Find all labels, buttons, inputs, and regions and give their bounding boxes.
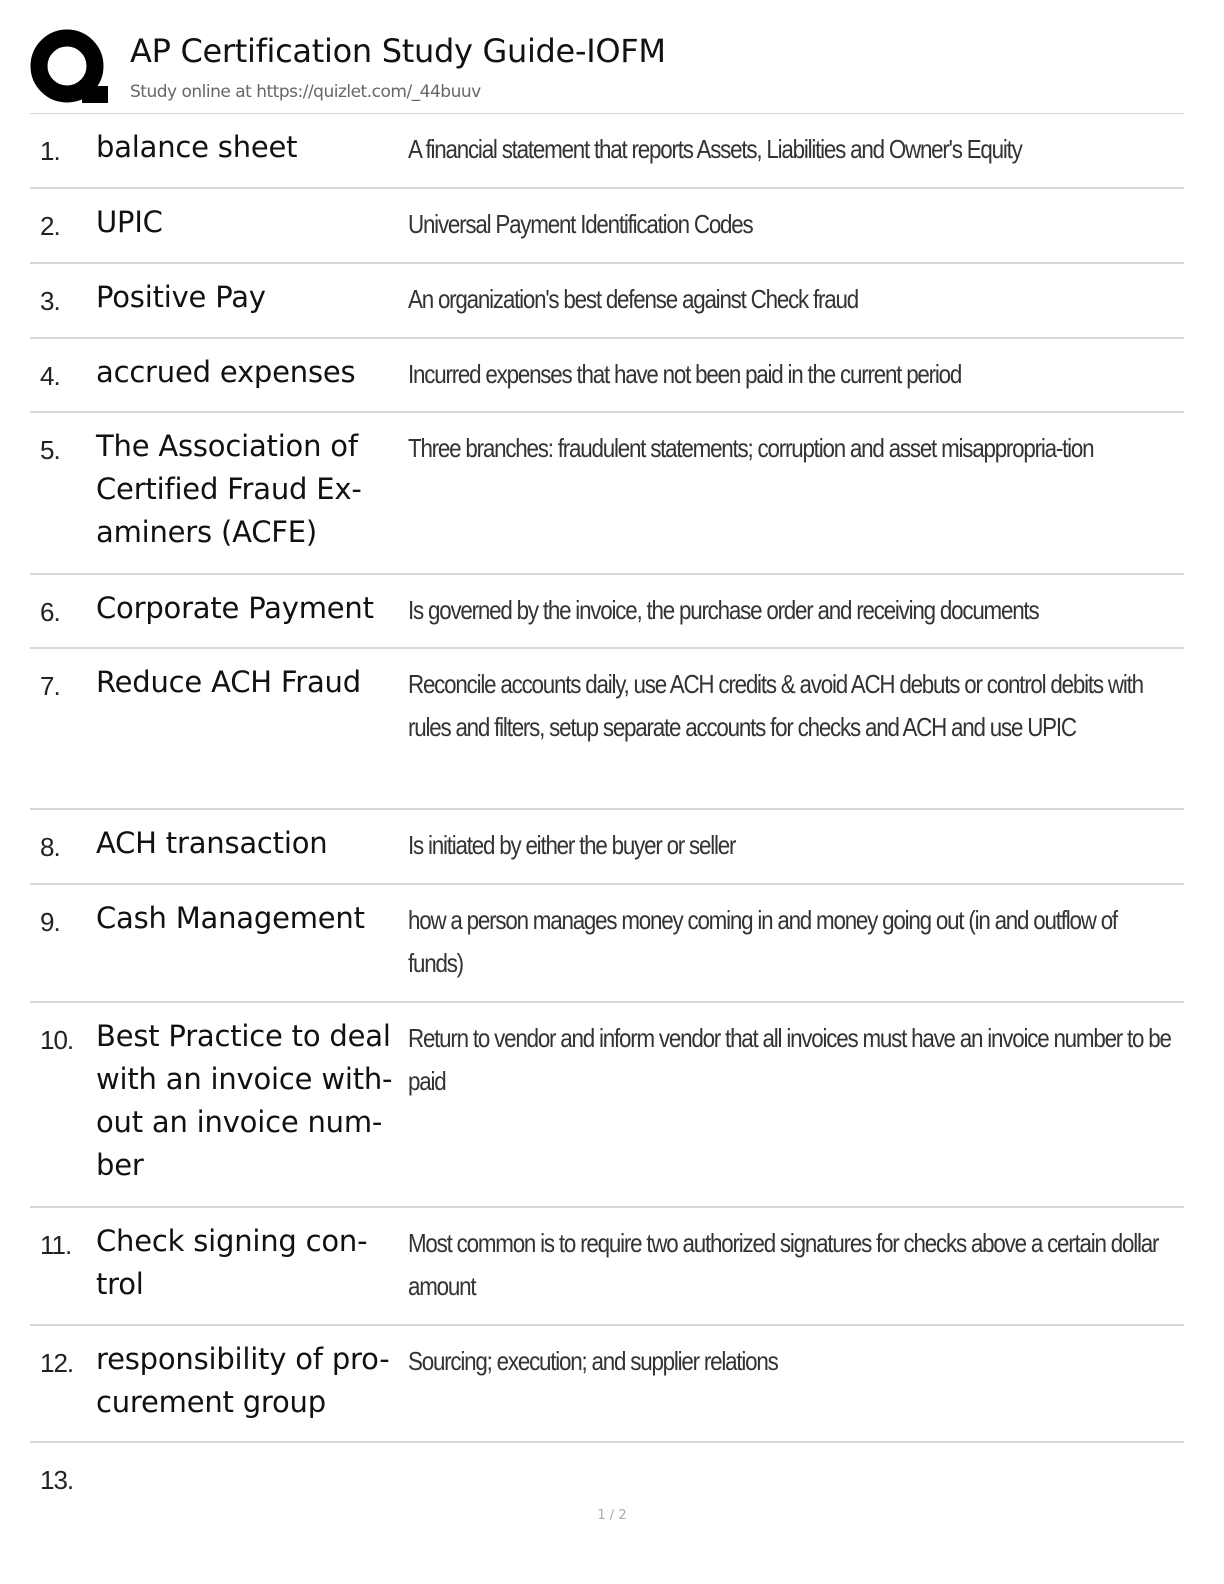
card-definition: Most common is to require two authorized signatures for checks above a certain dollar amount (408, 1228, 1159, 1301)
quizlet-q-logo (30, 28, 110, 108)
card-number: 5. (40, 435, 60, 465)
flashcard-row (30, 413, 1184, 575)
card-definition: Is governed by the invoice, the purchase order and receiving documents (408, 595, 1039, 625)
flashcard-row (30, 885, 1184, 1003)
card-number: 2. (40, 211, 60, 241)
card-term: ACH transaction (96, 826, 328, 860)
flashcard-row (30, 649, 1184, 810)
card-definition: Return to vendor and inform vendor that all invoices must have an invoice number to be paid (408, 1023, 1171, 1096)
flashcard-row (30, 1326, 1184, 1443)
flashcard-row (30, 810, 1184, 885)
card-term: Best Practice to deal with an invoice with-out an invoice num-ber (96, 1019, 393, 1182)
flashcard-row (30, 264, 1184, 339)
card-term: Positive Pay (96, 280, 266, 314)
card-number: 10. (40, 1025, 74, 1055)
card-number: 4. (40, 361, 60, 391)
flashcard-row (30, 189, 1184, 264)
flashcard-row (30, 1003, 1184, 1208)
card-definition: Is initiated by either the buyer or seller (408, 830, 736, 860)
card-term: UPIC (96, 205, 163, 239)
flashcard-list (30, 114, 1184, 1513)
card-definition: Incurred expenses that have not been paid in the current period (408, 359, 962, 389)
flashcard-row (30, 339, 1184, 413)
card-term: Corporate Payment (96, 591, 374, 625)
card-term: Check signing con-trol (96, 1224, 368, 1301)
card-definition: how a person manages money coming in and money going out (in and outflow of funds) (408, 905, 1117, 978)
card-number: 3. (40, 286, 60, 316)
flashcard-row (30, 114, 1184, 189)
card-definition: Three branches: fraudulent statements; corruption and asset misappropria-tion (408, 433, 1094, 463)
card-number: 13. (40, 1465, 74, 1495)
flashcard-row (30, 1208, 1184, 1326)
card-definition: Sourcing; execution; and supplier relations (408, 1346, 778, 1376)
card-number: 7. (40, 671, 60, 701)
card-number: 11. (40, 1230, 72, 1260)
study-online-link[interactable]: Study online at https://quizlet.com/_44buuv (130, 82, 481, 102)
card-definition: Universal Payment Identification Codes (408, 209, 753, 239)
page-header (30, 28, 1184, 112)
flashcard-row (30, 1443, 1184, 1513)
card-number: 9. (40, 907, 60, 937)
card-term: accrued expenses (96, 355, 356, 389)
card-definition: Reconcile accounts daily, use ACH credits & avoid ACH debuts or control debits with rules and filters, setup separate accounts for checks and ACH and use UPIC (408, 669, 1143, 742)
card-term: responsibility of pro-curement group (96, 1342, 390, 1419)
card-number: 8. (40, 832, 60, 862)
card-number: 1. (40, 136, 60, 166)
card-term: balance sheet (96, 130, 298, 164)
card-definition: An organization's best defense against Check fraud (408, 284, 858, 314)
card-number: 12. (40, 1348, 74, 1378)
card-term: Cash Management (96, 901, 365, 935)
card-term: Reduce ACH Fraud (96, 665, 361, 699)
page-number: 1 / 2 (597, 1508, 627, 1523)
card-term: The Association of Certified Fraud Ex-aminers (ACFE) (96, 429, 362, 549)
flashcard-row (30, 575, 1184, 649)
document-title: AP Certification Study Guide-IOFM (130, 32, 666, 70)
card-definition: A financial statement that reports Assets, Liabilities and Owner's Equity (408, 134, 1022, 164)
card-number: 6. (40, 597, 60, 627)
